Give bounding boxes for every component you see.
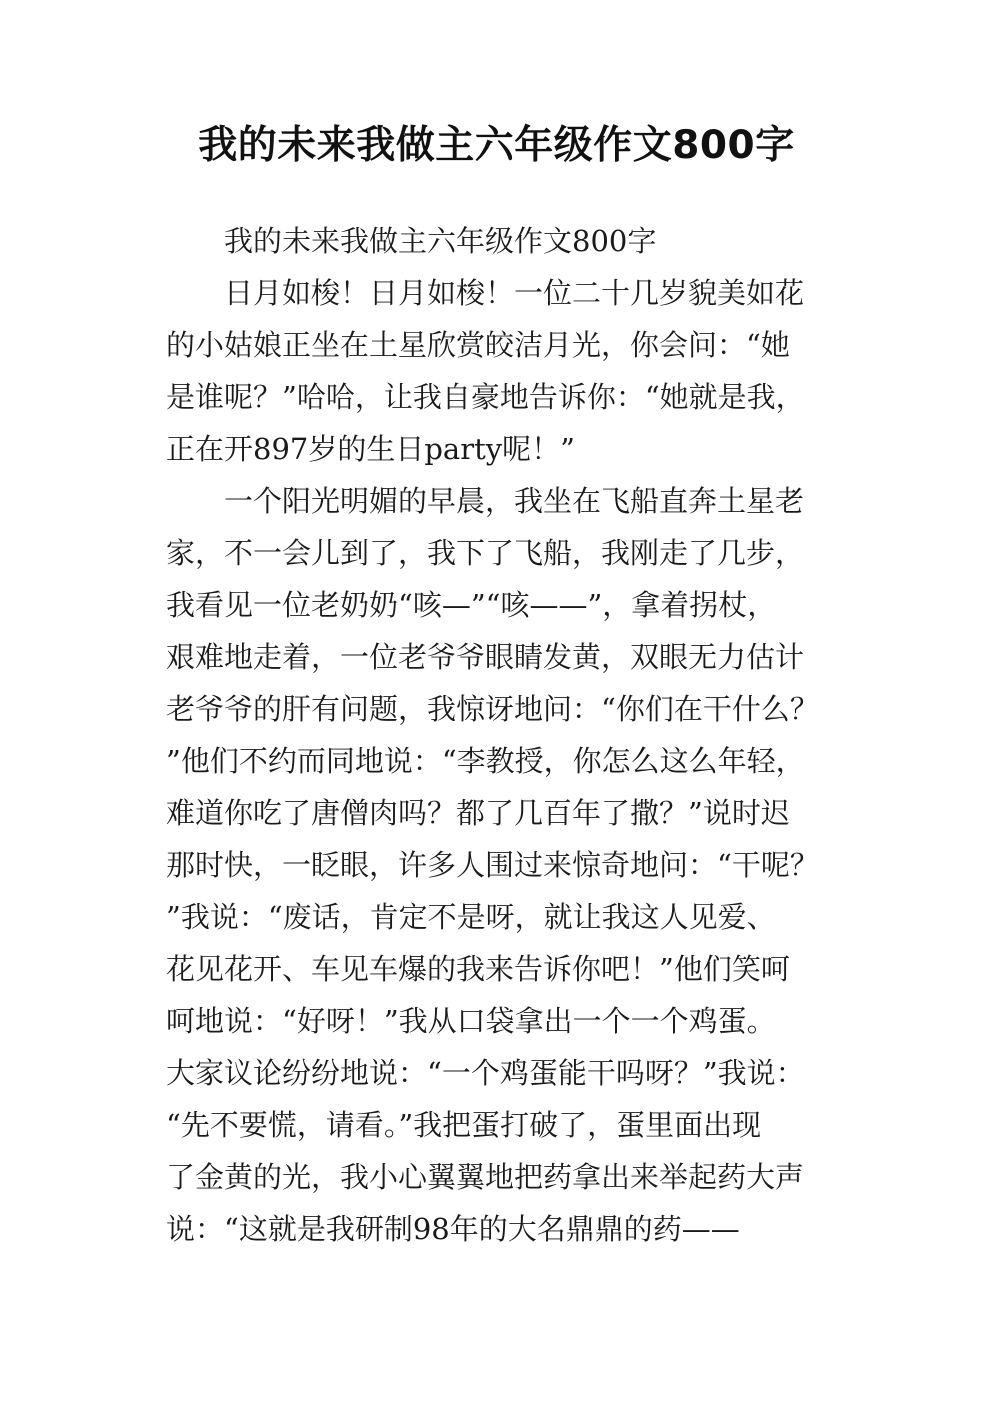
paragraph-2-line: “先不要慌，请看。”我把蛋打破了，蛋里面出现 [166, 1108, 762, 1142]
paragraph-1-line: 日月如梭！日月如梭！一位二十几岁貌美如花 [224, 276, 805, 310]
paragraph-2-line: ”他们不约而同地说：“李教授，你怎么这么年轻， [166, 744, 805, 778]
paragraph-2-line: 说：“这就是我研制98年的大名鼎鼎的药—— [166, 1212, 740, 1246]
paragraph-2-line: 大家议论纷纷地说：“一个鸡蛋能干吗呀？”我说： [166, 1056, 805, 1090]
paragraph-1-line: 正在开897岁的生日party呢！” [166, 432, 575, 466]
subtitle-line: 我的未来我做主六年级作文800字 [224, 224, 657, 258]
paragraph-2-line: 那时快，一眨眼，许多人围过来惊奇地问：“干呢？ [166, 848, 819, 882]
paragraph-2-line: 艰难地走着，一位老爷爷眼睛发黄，双眼无力估计 [166, 640, 805, 674]
paragraph-2-line: 了金黄的光，我小心翼翼地把药拿出来举起药大声 [166, 1160, 805, 1194]
paragraph-1-line: 的小姑娘正坐在土星欣赏皎洁月光，你会问：“她 [166, 328, 790, 362]
paragraph-2-line: 呵地说：“好呀！”我从口袋拿出一个一个鸡蛋。 [166, 1004, 776, 1038]
document-body [166, 215, 856, 1255]
document-title: 我的未来我做主六年级作文800字 [198, 123, 795, 168]
paragraph-2-line: 难道你吃了唐僧肉吗？都了几百年了撒？”说时迟 [166, 796, 790, 830]
paragraph-2-line: 我看见一位老奶奶“咳—”“咳——”，拿着拐杖， [166, 588, 777, 622]
paragraph-2-line: ”我说：“废话，肯定不是呀，就让我这人见爱、 [166, 900, 776, 934]
paragraph-2-line: 花见花开、车见车爆的我来告诉你吧！”他们笑呵 [166, 952, 790, 986]
paragraph-2-line: 家，不一会儿到了，我下了飞船，我刚走了几步， [166, 536, 805, 570]
paragraph-1-line: 是谁呢？”哈哈，让我自豪地告诉你：“她就是我， [166, 380, 805, 414]
paragraph-2-line: 老爷爷的肝有问题，我惊讶地问：“你们在干什么？ [166, 692, 819, 726]
paragraph-2-line: 一个阳光明媚的早晨，我坐在飞船直奔土星老 [224, 484, 805, 518]
